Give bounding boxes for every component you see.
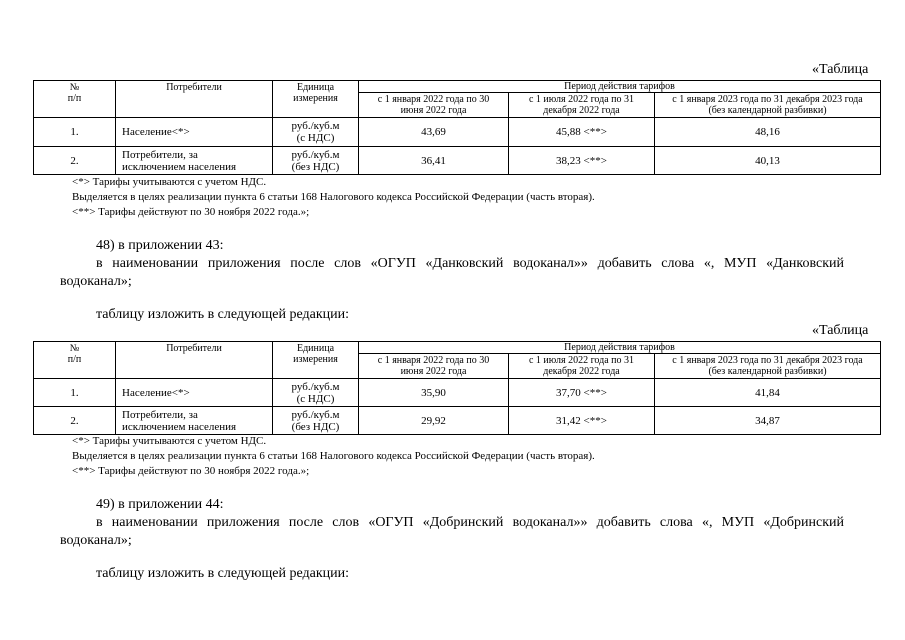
row-consumer: Население<*>	[116, 118, 273, 147]
table-row	[34, 147, 881, 175]
header-period-2: с 1 июля 2022 года по 31 декабря 2022 года	[509, 93, 655, 118]
row-value-period-1: 29,92	[359, 407, 509, 435]
row-value-period-1: 35,90	[359, 379, 509, 407]
footnote: <**> Тарифы действуют по 30 ноября 2022 года.»;	[72, 206, 310, 218]
header-period-3: с 1 января 2023 года по 31 декабря 2023 года (без календарной разбивки)	[655, 93, 881, 118]
row-value-period-3: 48,16	[655, 118, 881, 147]
section-text-continuation: водоканал»;	[60, 533, 132, 548]
section-text: в наименовании приложения после слов «ОГУП «Данковский водоканал»» добавить слова «, МУП «Данковский	[96, 256, 844, 271]
row-number: 1.	[34, 379, 116, 407]
row-value-period-3: 34,87	[655, 407, 881, 435]
table-caption: «Таблица	[812, 323, 869, 338]
header-period-1: с 1 января 2022 года по 30 июня 2022 года	[359, 354, 509, 379]
row-number: 1.	[34, 118, 116, 147]
header-period: Период действия тарифов	[359, 342, 881, 354]
row-number: 2.	[34, 147, 116, 175]
row-consumer: Потребители, за исключением населения	[116, 407, 273, 435]
tariff-table	[33, 341, 881, 435]
row-unit: руб./куб.м (с НДС)	[273, 379, 359, 407]
header-consumers: Потребители	[116, 342, 273, 379]
tariff-table	[33, 80, 881, 175]
header-period-1: с 1 января 2022 года по 30 июня 2022 года	[359, 93, 509, 118]
row-value-period-2: 37,70 <**>	[509, 379, 655, 407]
row-unit: руб./куб.м (без НДС)	[273, 147, 359, 175]
header-period: Период действия тарифов	[359, 81, 881, 93]
row-unit: руб./куб.м (без НДС)	[273, 407, 359, 435]
section-text-continuation: водоканал»;	[60, 274, 132, 289]
header-consumers: Потребители	[116, 81, 273, 118]
header-period-3: с 1 января 2023 года по 31 декабря 2023 года (без календарной разбивки)	[655, 354, 881, 379]
row-number: 2.	[34, 407, 116, 435]
row-value-period-1: 43,69	[359, 118, 509, 147]
table-caption: «Таблица	[812, 62, 869, 77]
footnote: <*> Тарифы учитываются с учетом НДС.	[72, 176, 267, 188]
table-row	[34, 118, 881, 147]
section-heading: 49) в приложении 44:	[96, 497, 224, 512]
header-unit: Единица измерения	[273, 342, 359, 379]
section-text: таблицу изложить в следующей редакции:	[96, 307, 350, 322]
row-value-period-2: 45,88 <**>	[509, 118, 655, 147]
header-period-2: с 1 июля 2022 года по 31 декабря 2022 года	[509, 354, 655, 379]
section-text: в наименовании приложения после слов «ОГУП «Добринский водоканал»» добавить слова «, МУП «Добринский	[96, 515, 844, 530]
header-number: № п/п	[34, 81, 116, 118]
row-value-period-1: 36,41	[359, 147, 509, 175]
footnote: <*> Тарифы учитываются с учетом НДС.	[72, 435, 267, 447]
section-text: таблицу изложить в следующей редакции:	[96, 566, 350, 581]
row-value-period-3: 40,13	[655, 147, 881, 175]
row-value-period-2: 38,23 <**>	[509, 147, 655, 175]
table-row	[34, 379, 881, 407]
section-heading: 48) в приложении 43:	[96, 238, 224, 253]
table-row	[34, 407, 881, 435]
row-value-period-2: 31,42 <**>	[509, 407, 655, 435]
row-unit: руб./куб.м (с НДС)	[273, 118, 359, 147]
header-number: № п/п	[34, 342, 116, 379]
row-value-period-3: 41,84	[655, 379, 881, 407]
row-consumer: Население<*>	[116, 379, 273, 407]
row-consumer: Потребители, за исключением населения	[116, 147, 273, 175]
footnote: Выделяется в целях реализации пункта 6 статьи 168 Налогового кодекса Российской Федерации (часть вторая).	[72, 450, 595, 462]
header-unit: Единица измерения	[273, 81, 359, 118]
footnote: Выделяется в целях реализации пункта 6 статьи 168 Налогового кодекса Российской Федерации (часть вторая).	[72, 191, 595, 203]
footnote: <**> Тарифы действуют по 30 ноября 2022 года.»;	[72, 465, 310, 477]
